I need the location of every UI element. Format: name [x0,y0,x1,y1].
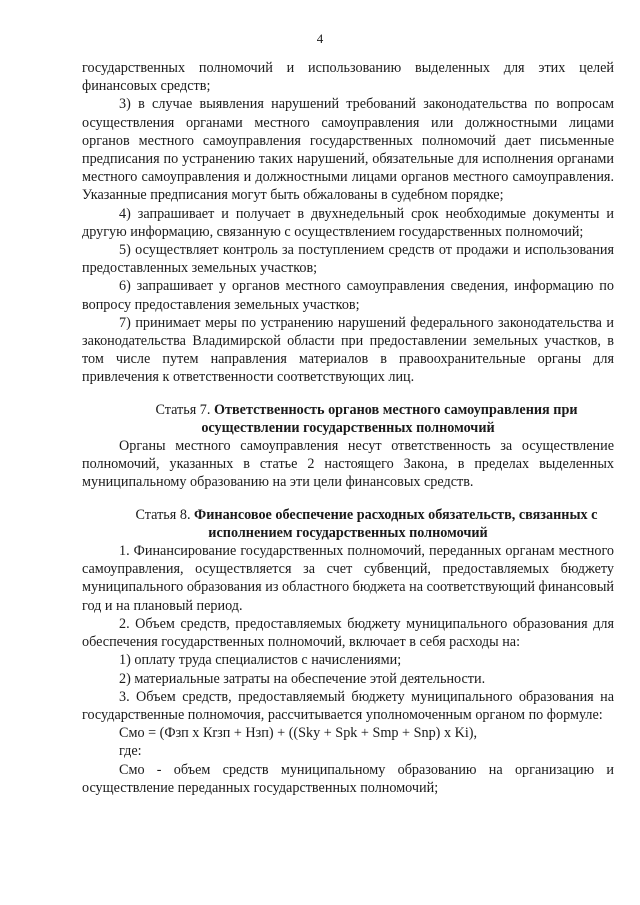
list-item-3: 3) в случае выявления нарушений требований законодательства по вопросам осуществления органами местного самоуправления или должностными лицами органов местного самоуправления государственных полномочий дает письменные предписания по устранению таких нарушений, обязательные для исполнения органами местного самоуправления и должностными лицами органов местного самоуправления. Указанные предписания могут быть обжалованы в судебном порядке; [82,96,614,204]
funding-formula: Смо = (Фзп х Кrзп + Нзп) + ((Sky + Spk + Smp + Snp) x Ki), [119,725,478,742]
document-body [82,59,614,797]
article-8-prefix: Статья 8. [135,506,191,523]
article-8-clause-2: 2. Объем средств, предоставляемых бюджету муниципального образования для обеспечения государственных полномочий, включает в себя расходы на: [82,615,614,651]
article-8-clause-2-item-2: 2) материальные затраты на обеспечение этой деятельности. [119,670,486,687]
article-7-title: Ответственность органов местного самоуправления при осуществлении государственных полномочий [201,401,578,436]
article-8-heading [82,506,614,542]
article-7-heading [82,401,614,437]
article-8-clause-3: 3. Объем средств, предоставляемый бюджету муниципального образования на государственные полномочия, рассчитывается уполномоченным органом по формуле: [82,688,614,723]
article-7-prefix: Статья 7. [155,401,211,418]
formula-where-label: где: [119,743,142,760]
list-item-4: 4) запрашивает и получает в двухнедельный срок необходимые документы и другую информацию, связанную с осуществлением государственных полномочий; [82,205,614,240]
formula-definition-smo: Смо - объем средств муниципальному образованию на организацию и осуществление переданных государственных полномочий; [82,761,614,796]
list-item-7: 7) принимает меры по устранению нарушений федерального законодательства и законодательства Владимирской области при предоставлении земельных участков, в том числе путем направления материалов в правоохранительные органы для привлечения к ответственности соответствующих лиц. [82,314,614,386]
list-item-5: 5) осуществляет контроль за поступлением средств от продажи и использования предоставленных земельных участков; [82,242,614,277]
article-8-title: Финансовое обеспечение расходных обязательств, связанных с исполнением государственных полномочий [194,506,598,541]
paragraph-continuation: государственных полномочий и использованию выделенных для этих целей финансовых средств; [82,60,614,95]
page-number: 4 [316,31,324,46]
article-8-clause-2-item-1: 1) оплату труда специалистов с начислениями; [119,652,402,669]
article-8-clause-1: 1. Финансирование государственных полномочий, переданных органам местного самоуправления, осуществляется за счет субвенций, предоставляемых бюджету муниципального образования из областного бюджета на соответствующий финансовый год и на плановый период. [82,543,614,614]
list-item-6: 6) запрашивает у органов местного самоуправления сведения, информацию по вопросу предоставления земельных участков; [82,278,614,313]
article-7-body: Органы местного самоуправления несут ответственность за осуществление полномочий, указанных в статье 2 настоящего Закона, в пределах выделенных муниципальному образованию на эти цели финансовых средств. [82,438,614,491]
